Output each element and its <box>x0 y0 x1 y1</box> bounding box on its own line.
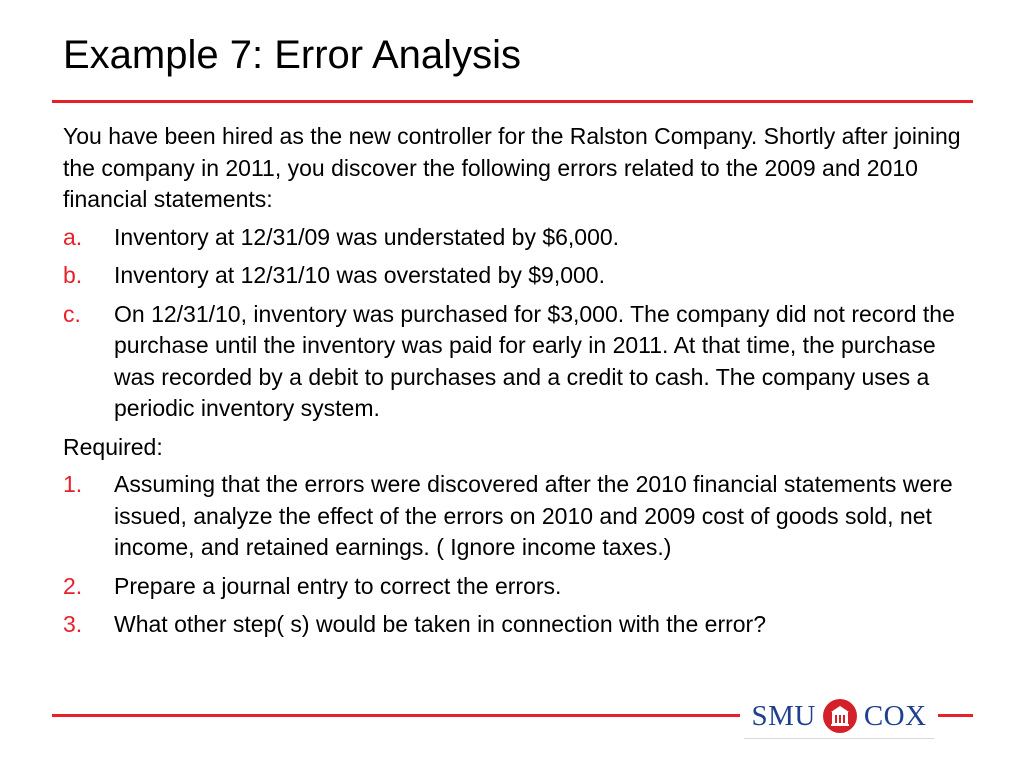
list-item <box>63 299 968 425</box>
logo-underline <box>744 738 934 739</box>
list-marker: 1. <box>63 471 83 497</box>
list-item-text: On 12/31/10, inventory was purchased for $3,000. The company did not record the purchase until the inventory was paid for early in 2011. At that time, the purchase was recorded by a debit to purchases and a credit to cash. The company uses a periodic inventory system. <box>114 300 955 421</box>
list-item <box>63 469 968 564</box>
list-marker: c. <box>63 300 81 327</box>
list-item <box>63 571 968 603</box>
requirements-list <box>63 469 968 641</box>
list-marker: 3. <box>63 611 83 637</box>
smu-cox-logo <box>744 696 934 736</box>
footer-divider-right <box>938 714 973 717</box>
list-item-text: Inventory at 12/31/09 was understated by $6,000. <box>114 223 620 250</box>
list-item <box>63 609 968 641</box>
footer-divider-left <box>52 714 740 717</box>
list-item <box>63 260 968 292</box>
list-item-text: Inventory at 12/31/10 was overstated by $9,000. <box>114 262 605 288</box>
list-item-text: Prepare a journal entry to correct the errors. <box>114 572 562 599</box>
list-marker: b. <box>63 262 83 288</box>
list-item-text: Assuming that the errors were discovered after the 2010 financial statements were issued, analyze the effect of the errors on 2010 and 2009 cost of goods sold, net income, and retained earnings. ( Ignore income taxes.) <box>114 471 953 560</box>
smu-seal-icon <box>823 699 857 733</box>
list-item-text: What other step( s) would be taken in connection with the error? <box>114 611 767 637</box>
error-list <box>63 222 968 425</box>
slide-title: Example 7: Error Analysis <box>63 33 521 77</box>
intro-paragraph: You have been hired as the new controller for the Ralston Company. Shortly after joining the company in 2011, you discover the following errors related to the 2009 and 2010 financial statements: <box>63 123 961 212</box>
logo-text-smu: SMU <box>751 699 816 732</box>
logo-text-cox: COX <box>863 699 927 732</box>
list-marker: a. <box>63 223 83 250</box>
list-marker: 2. <box>63 572 83 599</box>
required-label: Required: <box>63 433 163 460</box>
title-divider <box>52 100 973 103</box>
list-item <box>63 222 968 254</box>
slide-body <box>63 121 968 648</box>
